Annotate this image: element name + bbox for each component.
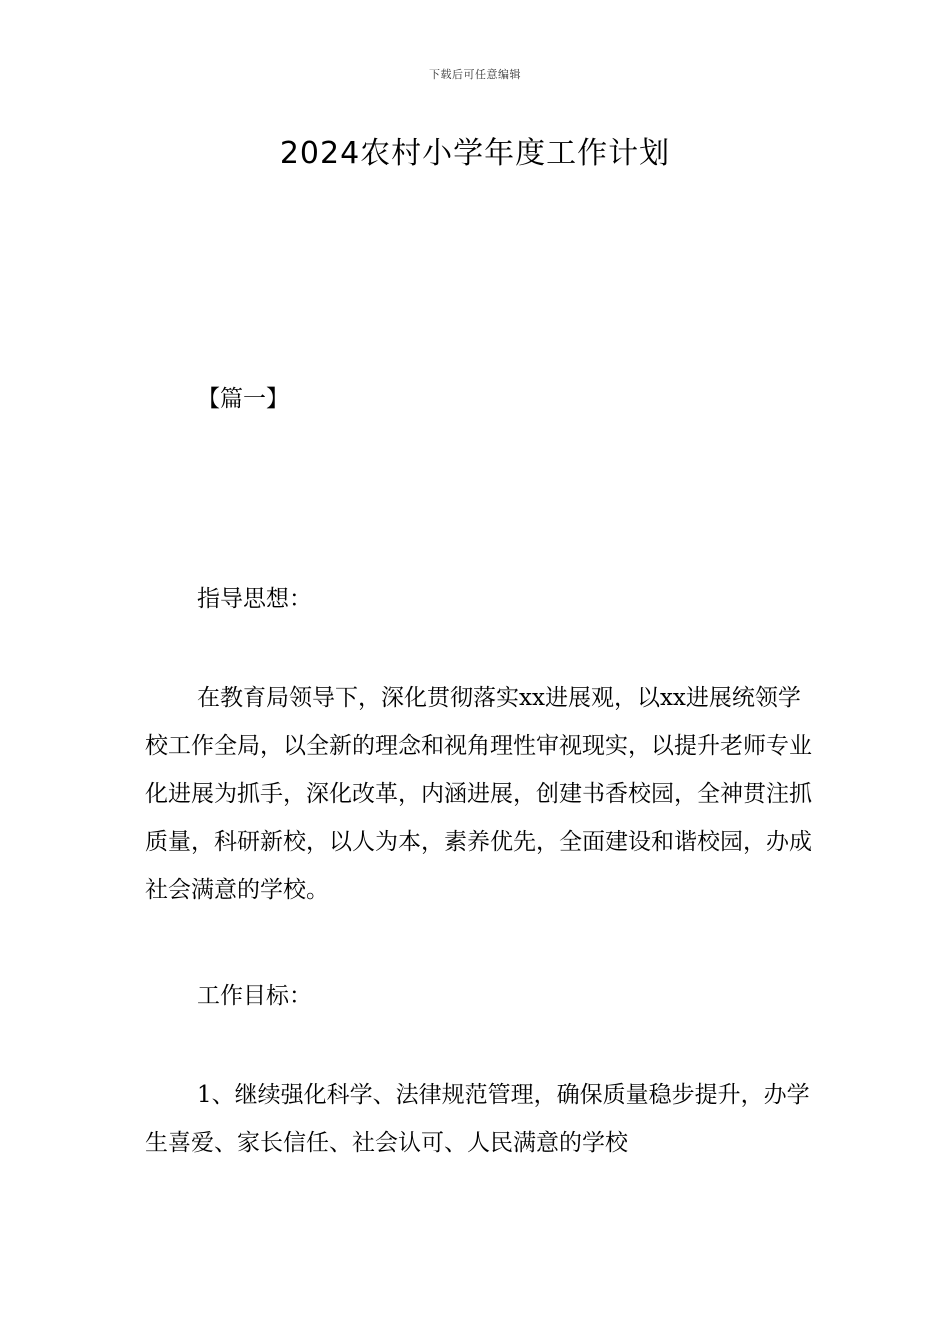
page-header-note: 下载后可任意编辑 [429, 68, 521, 81]
work-goal-item: 1、继续强化科学、法律规范管理，确保质量稳步提升，办学生喜爱、家长信任、社会认可、人民满意的学校 [145, 1082, 810, 1156]
work-goals-heading: 工作目标： [197, 983, 312, 1009]
document-title: 2024农村小学年度工作计划 [279, 136, 671, 171]
guiding-thought-paragraph: 在教育局领导下，深化贯彻落实xx进展观，以xx进展统领学校工作全局，以全新的理念和视角理性审视现实，以提升老师专业化进展为抓手，深化改革，内涵进展，创建书香校园，全神贯注抓质量，科研新校，以人为本，素养优先，全面建设和谐校园，办成社会满意的学校。 [145, 685, 812, 903]
guiding-thought-heading: 指导思想： [197, 586, 312, 612]
section-label: 【篇一】 [197, 386, 289, 412]
